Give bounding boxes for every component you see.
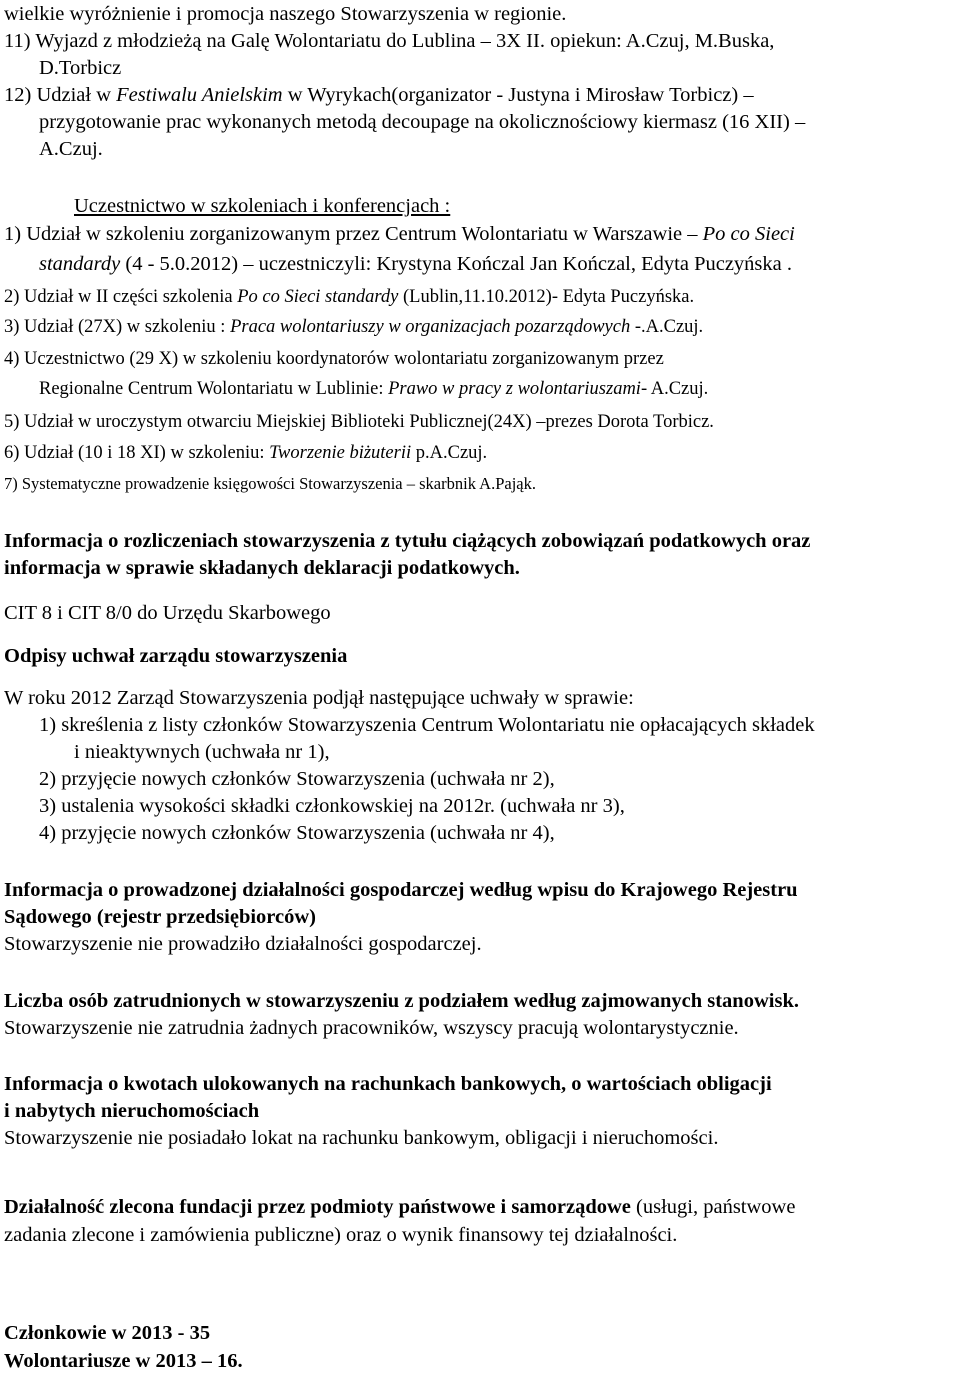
section-heading: Uczestnictwo w szkoleniach i konferencjach :	[74, 195, 451, 217]
list-item: 1) skreślenia z listy członków Stowarzyszenia Centrum Wolontariatu nie opłacających składek	[39, 714, 815, 736]
list-item: 3) ustalenia wysokości składki członkowskiej na 2012r. (uchwała nr 3),	[39, 795, 625, 817]
list-item: 7) Systematyczne prowadzenie księgowości Stowarzyszenia – skarbnik A.Pająk.	[4, 474, 536, 493]
text-line: A.Czuj.	[39, 138, 103, 160]
section-heading: Liczba osób zatrudnionych w stowarzyszeniu z podziałem według zajmowanych stanowisk.	[4, 990, 799, 1012]
list-item: 4) Uczestnictwo (29 X) w szkoleniu koordynatorów wolontariatu zorganizowanym przez	[4, 349, 664, 369]
text-line: D.Torbicz	[39, 57, 122, 79]
section-heading: Informacja o prowadzonej działalności gospodarczej według wpisu do Krajowego Rejestru	[4, 879, 798, 901]
list-item: 1) Udział w szkoleniu zorganizowanym przez Centrum Wolontariatu w Warszawie – Po co Sieci	[4, 223, 795, 245]
text-line: standardy (4 - 5.0.2012) – uczestniczyli: Krystyna Kończal Jan Kończal, Edyta Puczyńska .	[39, 253, 792, 275]
text-line: Stowarzyszenie nie zatrudnia żadnych pracowników, wszyscy pracują wolontarystycznie.	[4, 1017, 739, 1039]
text-line: W roku 2012 Zarząd Stowarzyszenia podjął następujące uchwały w sprawie:	[4, 687, 634, 709]
section-heading: Działalność zlecona fundacji przez podmioty państwowe i samorządowe (usługi, państwowe	[4, 1196, 796, 1218]
text-line: Stowarzyszenie nie prowadziło działalności gospodarczej.	[4, 933, 482, 955]
list-item: 6) Udział (10 i 18 XI) w szkoleniu: Tworzenie biżuterii p.A.Czuj.	[4, 443, 488, 463]
section-heading: Informacja o rozliczeniach stowarzyszenia z tytułu ciążących zobowiązań podatkowych oraz	[4, 530, 811, 552]
text-line: CIT 8 i CIT 8/0 do Urzędu Skarbowego	[4, 602, 331, 624]
text-line: Stowarzyszenie nie posiadało lokat na rachunku bankowym, obligacji i nieruchomości.	[4, 1127, 719, 1149]
text-line: Regionalne Centrum Wolontariatu w Lublinie: Prawo w pracy z wolontariuszami- A.Czuj.	[39, 379, 709, 399]
text-line: zadania zlecone i zamówienia publiczne) oraz o wynik finansowy tej działalności.	[4, 1224, 678, 1246]
volunteers-count: Wolontariusze w 2013 – 16.	[4, 1350, 243, 1372]
list-item: 2) przyjęcie nowych członków Stowarzyszenia (uchwała nr 2),	[39, 768, 555, 790]
list-item: 3) Udział (27X) w szkoleniu : Praca wolontariuszy w organizacjach pozarządowych -.A.Czuj.	[4, 317, 704, 337]
text-line: wielkie wyróżnienie i promocja naszego Stowarzyszenia w regionie.	[4, 3, 567, 25]
members-count: Członkowie w 2013 - 35	[4, 1322, 211, 1344]
section-heading: Sądowego (rejestr przedsiębiorców)	[4, 906, 316, 928]
text-line: przygotowanie prac wykonanych metodą decoupage na okolicznościowy kiermasz (16 XII) –	[39, 111, 806, 133]
section-heading: i nabytych nieruchomościach	[4, 1100, 260, 1122]
section-heading: Informacja o kwotach ulokowanych na rachunkach bankowych, o wartościach obligacji	[4, 1073, 772, 1095]
list-item: 4) przyjęcie nowych członków Stowarzyszenia (uchwała nr 4),	[39, 822, 555, 844]
list-item: 5) Udział w uroczystym otwarciu Miejskiej Biblioteki Publicznej(24X) –prezes Dorota Torbicz.	[4, 412, 714, 432]
list-item: 2) Udział w II części szkolenia Po co Sieci standardy (Lublin,11.10.2012)- Edyta Puczyńska.	[4, 287, 695, 307]
list-item: 12) Udział w Festiwalu Anielskim w Wyrykach(organizator - Justyna i Mirosław Torbicz) –	[4, 84, 754, 106]
section-heading: Odpisy uchwał zarządu stowarzyszenia	[4, 645, 348, 667]
section-heading: informacja w sprawie składanych deklaracji podatkowych.	[4, 557, 520, 579]
text-line: i nieaktywnych (uchwała nr 1),	[74, 741, 330, 763]
list-item: 11) Wyjazd z młodzieżą na Galę Wolontariatu do Lublina – 3X II. opiekun: A.Czuj, M.Buska,	[4, 30, 775, 52]
